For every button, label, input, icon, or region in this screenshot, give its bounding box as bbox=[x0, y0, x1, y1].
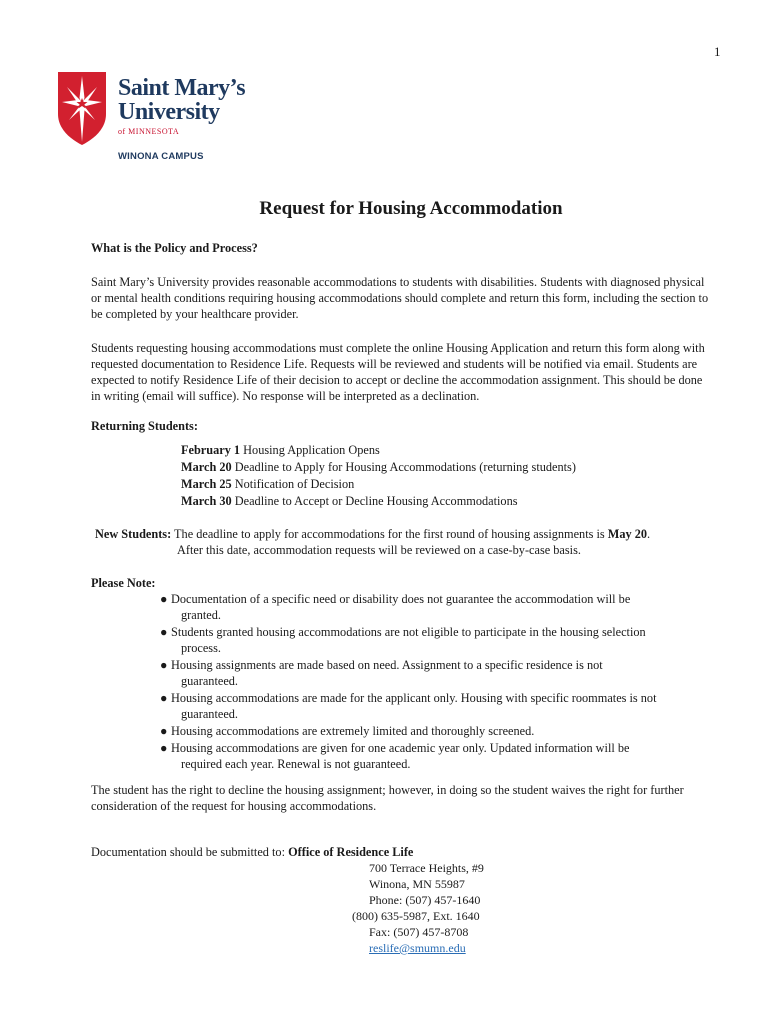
policy-heading: What is the Policy and Process? bbox=[91, 241, 258, 255]
address-line1: 700 Terrace Heights, #9 bbox=[369, 861, 484, 875]
note-item: ● Housing accommodations are given for one academic year only. Updated information will be required each year. Renewal is not guaranteed. bbox=[160, 741, 630, 771]
page-number: 1 bbox=[714, 44, 721, 59]
please-note-heading: Please Note: bbox=[91, 576, 156, 590]
logo-name-line1: Saint Mary’s bbox=[118, 75, 246, 101]
policy-paragraph-1: Saint Mary’s University provides reasonable accommodations to students with disabilities. Students with diagnosed physical or mental health conditions requiring housing accommodations should complete and return this form, including the section to be completed by your healthcare provider. bbox=[91, 275, 709, 321]
date-item: March 20 Deadline to Apply for Housing Accommodations (returning students) bbox=[181, 460, 576, 474]
address-line2: Winona, MN 55987 bbox=[369, 877, 465, 891]
submission-line: Documentation should be submitted to: Office of Residence Life bbox=[91, 845, 414, 859]
note-item: ● Housing assignments are made based on need. Assignment to a specific residence is not guaranteed. bbox=[160, 658, 603, 688]
logo-subtitle: of MINNESOTA bbox=[118, 127, 180, 136]
logo-wordmark bbox=[118, 76, 245, 124]
date-item: February 1 Housing Application Opens bbox=[181, 443, 380, 457]
policy-paragraph-2: Students requesting housing accommodations must complete the online Housing Application and return this form along with requested documentation to Residence Life. Requests will be reviewed and students will be notified via email. Students are expected to notify Residence Life of their decision to accept or decline the accommodation assignment. This should be done in writing (email will suffice). No response will be interpreted as a declination. bbox=[91, 341, 705, 403]
shield-star-icon bbox=[56, 70, 108, 146]
decline-paragraph: The student has the right to decline the housing assignment; however, in doing so the student waives the right for further consideration of the request for housing accommodations. bbox=[91, 783, 684, 813]
logo-name-line2: University bbox=[118, 99, 220, 125]
office-address bbox=[352, 860, 502, 956]
fax: Fax: (507) 457-8708 bbox=[369, 925, 469, 939]
document-title: Request for Housing Accommodation bbox=[259, 198, 563, 219]
logo-campus: WINONA CAMPUS bbox=[118, 151, 204, 162]
new-students-paragraph: New Students: The deadline to apply for accommodations for the first round of housing assignments is May 20. After this date, accommodation requests will be reviewed on a case-by-case basis. bbox=[95, 527, 651, 557]
notes-list bbox=[160, 591, 720, 773]
returning-students-heading: Returning Students: bbox=[91, 419, 198, 433]
email-link[interactable]: reslife@smumn.edu bbox=[369, 941, 466, 955]
date-item: March 25 Notification of Decision bbox=[181, 477, 355, 491]
date-item: March 30 Deadline to Accept or Decline Housing Accommodations bbox=[181, 494, 518, 508]
office-name: Office of Residence Life bbox=[288, 845, 414, 859]
note-item: ● Housing accommodations are extremely limited and thoroughly screened. bbox=[160, 724, 535, 738]
toll-free-phone: (800) 635-5987, Ext. 1640 bbox=[352, 909, 480, 923]
note-item: ● Documentation of a specific need or disability does not guarantee the accommodation will be granted. bbox=[160, 592, 631, 622]
note-item: ● Students granted housing accommodations are not eligible to participate in the housing selection process. bbox=[160, 625, 646, 655]
returning-dates-list bbox=[181, 442, 576, 510]
university-logo bbox=[56, 70, 256, 165]
phone: Phone: (507) 457-1640 bbox=[369, 893, 481, 907]
note-item: ● Housing accommodations are made for the applicant only. Housing with specific roommates is not guaranteed. bbox=[160, 691, 657, 721]
